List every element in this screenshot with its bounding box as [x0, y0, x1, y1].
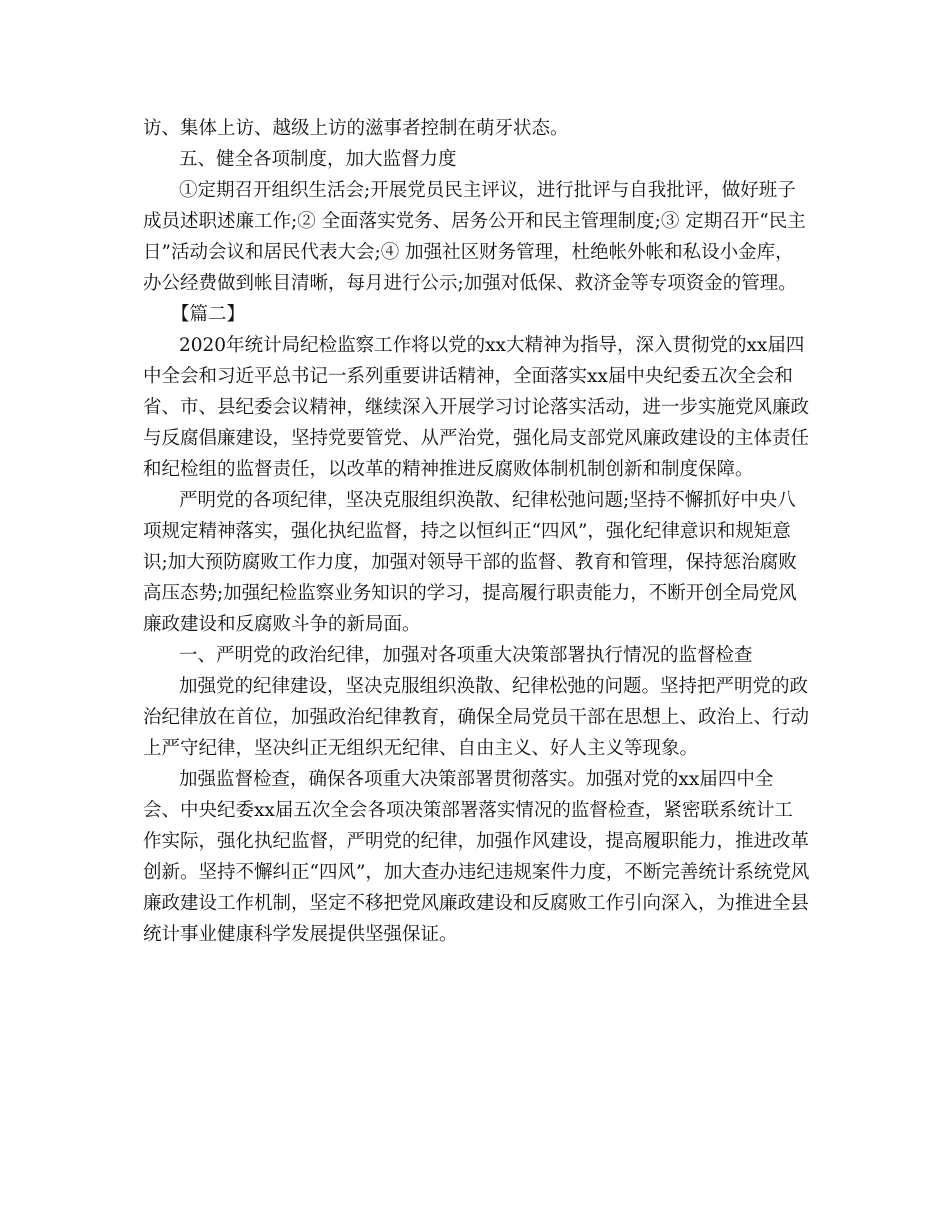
text-line: 统计事业健康科学发展提供坚强保证。: [143, 924, 458, 945]
text-line: 加强党的纪律建设，坚决克服组织涣散、纪律松弛的问题。坚持把严明党的政: [179, 676, 809, 697]
text-line: 上严守纪律，坚决纠正无组织无纪律、自由主义、好人主义等现象。: [143, 738, 699, 759]
text-line: 廉政建设工作机制，坚定不移把党风廉政建设和反腐败工作引向深入，为推进全县: [143, 893, 810, 914]
text-line: 项规定精神落实，强化执纪监督，持之以恒纠正“四风”，强化纪律意识和规矩意: [143, 521, 791, 542]
text-line: 创新。坚持不懈纠正“四风”，加大查办违纪违规案件力度，不断完善统计系统党风: [143, 862, 810, 883]
text-line: 治纪律放在首位，加强政治纪律教育，确保全局党员干部在思想上、政治上、行动: [143, 707, 810, 728]
text-line: ①定期召开组织生活会;开展党员民主评议，进行批评与自我批评，做好班子: [179, 180, 796, 201]
text-line: 成员述职述廉工作;② 全面落实党务、居务公开和民主管理制度;③ 定期召开“民主: [143, 211, 806, 232]
text-line: 高压态势;加强纪检监察业务知识的学习，提高履行职责能力，不断开创全局党风: [143, 583, 797, 604]
text-line: 办公经费做到帐目清晰，每月进行公示;加强对低保、救济金等专项资金的管理。: [143, 273, 797, 294]
document-body: [143, 113, 808, 950]
text-line: 访、集体上访、越级上访的滋事者控制在萌牙状态。: [143, 118, 569, 139]
text-line: 作实际，强化执纪监督，严明党的纪律，加强作风建设，提高履职能力，推进改革: [143, 831, 810, 852]
text-line: 省、市、县纪委会议精神，继续深入开展学习讨论落实活动，进一步实施党风廉政: [143, 397, 810, 418]
section-heading: 一、严明党的政治纪律，加强对各项重大决策部署执行情况的监督检查: [179, 645, 753, 666]
text-line: 廉政建设和反腐败斗争的新局面。: [143, 614, 421, 635]
text-line: 日”活动会议和居民代表大会;④ 加强社区财务管理，杜绝帐外帐和私设小金库，: [143, 242, 794, 263]
text-line: 会、中央纪委xx届五次全会各项决策部署落实情况的监督检查，紧密联系统计工: [143, 800, 793, 821]
text-line: 中全会和习近平总书记一系列重要讲话精神，全面落实xx届中央纪委五次全会和: [143, 366, 793, 387]
text-line: 2020年统计局纪检监察工作将以党的xx大精神为指导，深入贯彻党的xx届四: [179, 335, 805, 356]
text-line: 严明党的各项纪律，坚决克服组织涣散、纪律松弛问题;坚持不懈抓好中央八: [179, 490, 796, 511]
section-marker: 【篇二】: [171, 304, 246, 325]
text-line: 加强监督检查，确保各项重大决策部署贯彻落实。加强对党的xx届四中全: [179, 769, 774, 790]
text-line: 和纪检组的监督责任，以改革的精神推进反腐败体制机制创新和制度保障。: [143, 459, 754, 480]
text-line: 识;加大预防腐败工作力度，加强对领导干部的监督、教育和管理，保持惩治腐败: [143, 552, 797, 573]
text-line: 与反腐倡廉建设，坚持党要管党、从严治党，强化局支部党风廉政建设的主体责任: [143, 428, 810, 449]
section-heading: 五、健全各项制度，加大监督力度: [179, 149, 457, 170]
